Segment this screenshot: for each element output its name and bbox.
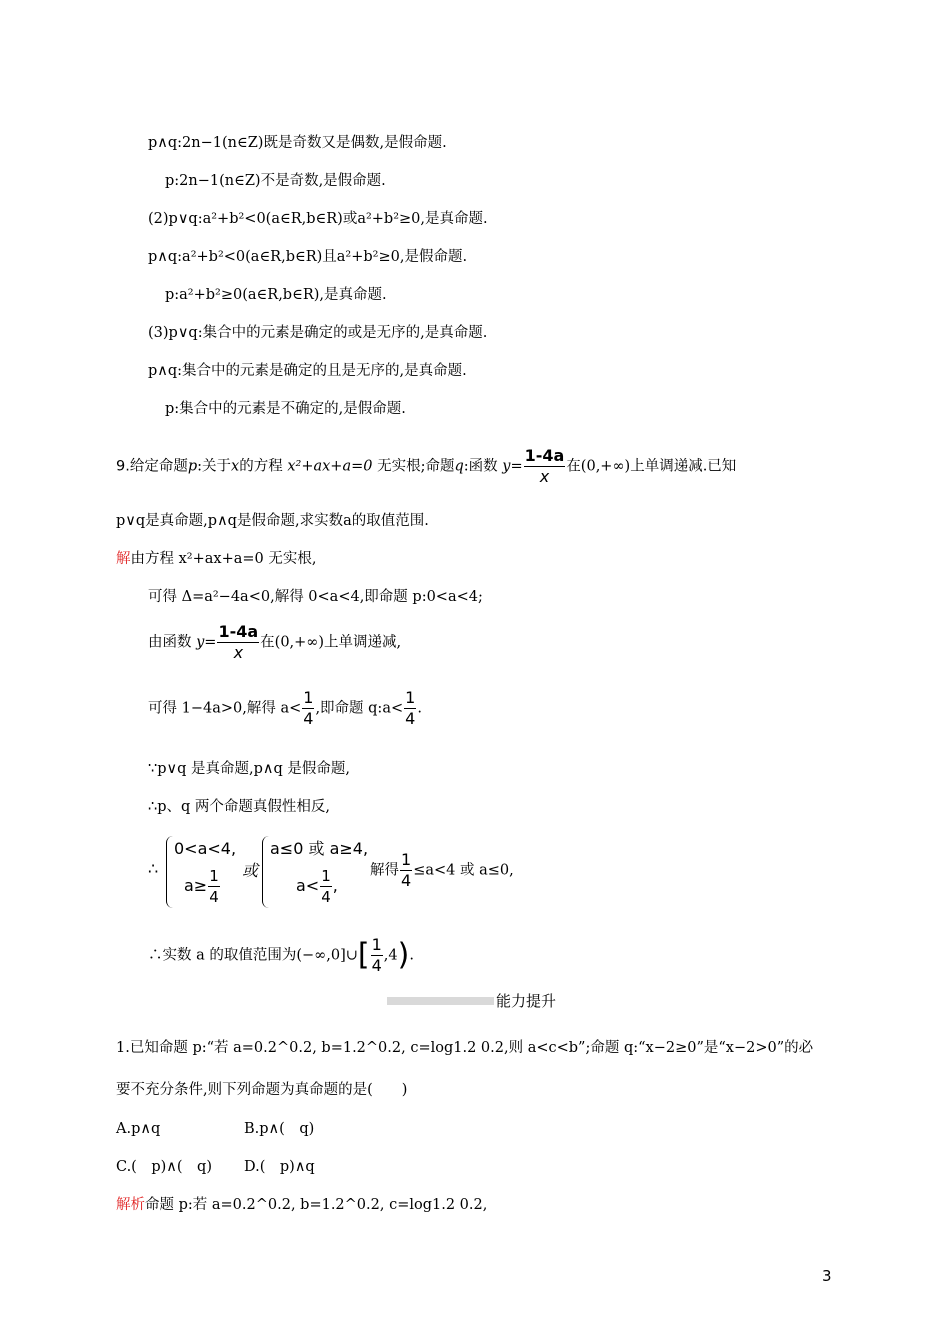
fraction <box>404 688 416 729</box>
fraction <box>371 935 383 976</box>
solution-line: p∧q:集合中的元素是确定的且是无序的,是真命题. <box>148 363 467 379</box>
page-number: 3 <box>822 1267 832 1285</box>
or-word: 或 <box>242 861 259 880</box>
question-9-line-2: p∨q是真命题,p∧q是假命题,求实数a的取值范围. <box>116 513 429 529</box>
q9-text: 的方程 <box>239 458 283 475</box>
solution-line: p:2n−1(n∈Z)不是奇数,是假命题. <box>165 173 386 189</box>
system-text: a≥ <box>184 876 208 895</box>
question-1-line-2: 要不充分条件,则下列命题为真命题的是( ) <box>116 1082 408 1098</box>
fraction-denominator: 4 <box>371 956 382 975</box>
left-bracket: [ <box>357 937 370 973</box>
fraction-denominator: x <box>539 467 550 486</box>
right-paren: ) <box>397 937 410 973</box>
fraction <box>524 446 566 487</box>
section-bar <box>387 997 494 1005</box>
q9-text: :关于 <box>197 458 232 475</box>
solution-line: (2)p∨q:a²+b²<0(a∈R,b∈R)或a²+b²≥0,是真命题. <box>148 211 488 227</box>
q9-var: q <box>454 458 464 475</box>
left-brace <box>166 836 173 908</box>
q9-var: p <box>187 458 198 475</box>
solution-text: ,即命题 q:a< <box>315 700 404 717</box>
solution-line: ∵p∨q 是真命题,p∧q 是假命题, <box>148 761 351 777</box>
fraction <box>302 688 314 729</box>
system-1-row-1: 0<a<4, <box>174 839 237 858</box>
solution-line <box>148 622 401 663</box>
solution-line: (3)p∨q:集合中的元素是确定的或是无序的,是真命题. <box>148 325 488 341</box>
solution-label: 解 <box>116 551 131 567</box>
solution-line <box>148 935 414 976</box>
question-9-line-1 <box>116 446 736 487</box>
solution-line: p∧q:2n−1(n∈Z)既是奇数又是偶数,是假命题. <box>148 135 447 151</box>
fraction <box>400 850 412 891</box>
solution-line: p∧q:a²+b²<0(a∈R,b∈R)且a²+b²≥0,是假命题. <box>148 249 468 265</box>
q9-equation: x²+ax+a=0 <box>287 458 373 475</box>
solution-text: 由函数 <box>148 634 192 651</box>
solution-line <box>148 688 422 729</box>
fraction <box>208 866 220 907</box>
system-text: , <box>332 876 338 895</box>
q9-text: 在(0,+∞)上单调递减.已知 <box>566 458 737 475</box>
solution-text: . <box>409 947 414 964</box>
fraction-numerator: 1 <box>405 688 416 707</box>
q9-text: 无实根;命题 <box>377 458 455 475</box>
system-1-row-2 <box>184 866 221 907</box>
fraction-denominator: 4 <box>303 709 314 728</box>
solution-text: 在(0,+∞)上单调递减, <box>260 634 402 651</box>
question-number: 9. <box>116 458 130 475</box>
question-1-line-1: 1.已知命题 p:“若 a=0.2^0.2, b=1.2^0.2, c=log1.2 0.2,则 a<c<b”;命题 q:“x−2≥0”是“x−2>0”的必 <box>116 1040 814 1056</box>
fraction-numerator: 1 <box>371 935 382 954</box>
system-text: a< <box>296 876 320 895</box>
fraction-denominator: 4 <box>401 871 412 890</box>
fraction-denominator: 4 <box>209 888 219 906</box>
q9-text: :函数 <box>463 458 498 475</box>
option-a: A.p∧q <box>116 1121 161 1137</box>
fraction <box>320 866 332 907</box>
system-2-row-1: a≤0 或 a≥4, <box>270 839 369 858</box>
section-title: 能力提升 <box>496 992 557 1010</box>
solution-text: ≤a<4 或 a≤0, <box>413 862 514 879</box>
option-d: D.( p)∧q <box>244 1159 315 1175</box>
solution-text: 由方程 x²+ax+a=0 无实根, <box>130 551 317 567</box>
solution-line: ∴p、q 两个命题真假性相反, <box>148 799 331 815</box>
option-b: B.p∧( q) <box>244 1121 315 1137</box>
fraction-numerator: 1 <box>401 850 412 869</box>
analysis-label: 解析 <box>116 1197 145 1213</box>
fraction-numerator: 1 <box>209 867 219 885</box>
solution-first-line <box>116 549 316 569</box>
solution-line: 可得 Δ=a²−4a<0,解得 0<a<4,即命题 p:0<a<4; <box>148 589 483 605</box>
fraction-numerator: 1-4a <box>524 446 565 465</box>
fraction-numerator: 1-4a <box>218 622 259 641</box>
analysis-line <box>116 1195 487 1215</box>
q9-text: 给定命题 <box>129 458 188 475</box>
left-brace <box>262 836 269 908</box>
system-2-row-2 <box>296 866 338 907</box>
solution-text: ∴实数 a 的取值范围为(−∞,0]∪ <box>148 947 358 964</box>
solution-var: y= <box>196 634 217 651</box>
option-c: C.( p)∧( q) <box>116 1159 212 1175</box>
solution-text: 解得 <box>370 862 399 879</box>
solution-text: ,4 <box>383 947 398 964</box>
fraction-numerator: 1 <box>303 688 314 707</box>
fraction-numerator: 1 <box>321 867 331 885</box>
solution-line: p:a²+b²≥0(a∈R,b∈R),是真命题. <box>165 287 387 303</box>
fraction-denominator: 4 <box>321 888 331 906</box>
analysis-text: 命题 p:若 a=0.2^0.2, b=1.2^0.2, c=log1.2 0.2, <box>145 1197 488 1213</box>
fraction-denominator: x <box>233 643 244 662</box>
solution-line <box>370 850 514 891</box>
q9-var: y= <box>502 458 523 475</box>
q9-var: x <box>231 458 240 475</box>
fraction <box>217 622 259 663</box>
solution-text: . <box>417 700 422 717</box>
fraction-denominator: 4 <box>405 709 416 728</box>
solution-text: 可得 1−4a>0,解得 a< <box>148 700 302 717</box>
solution-line: p:集合中的元素是不确定的,是假命题. <box>165 401 406 417</box>
therefore-symbol: ∴ <box>148 859 159 878</box>
